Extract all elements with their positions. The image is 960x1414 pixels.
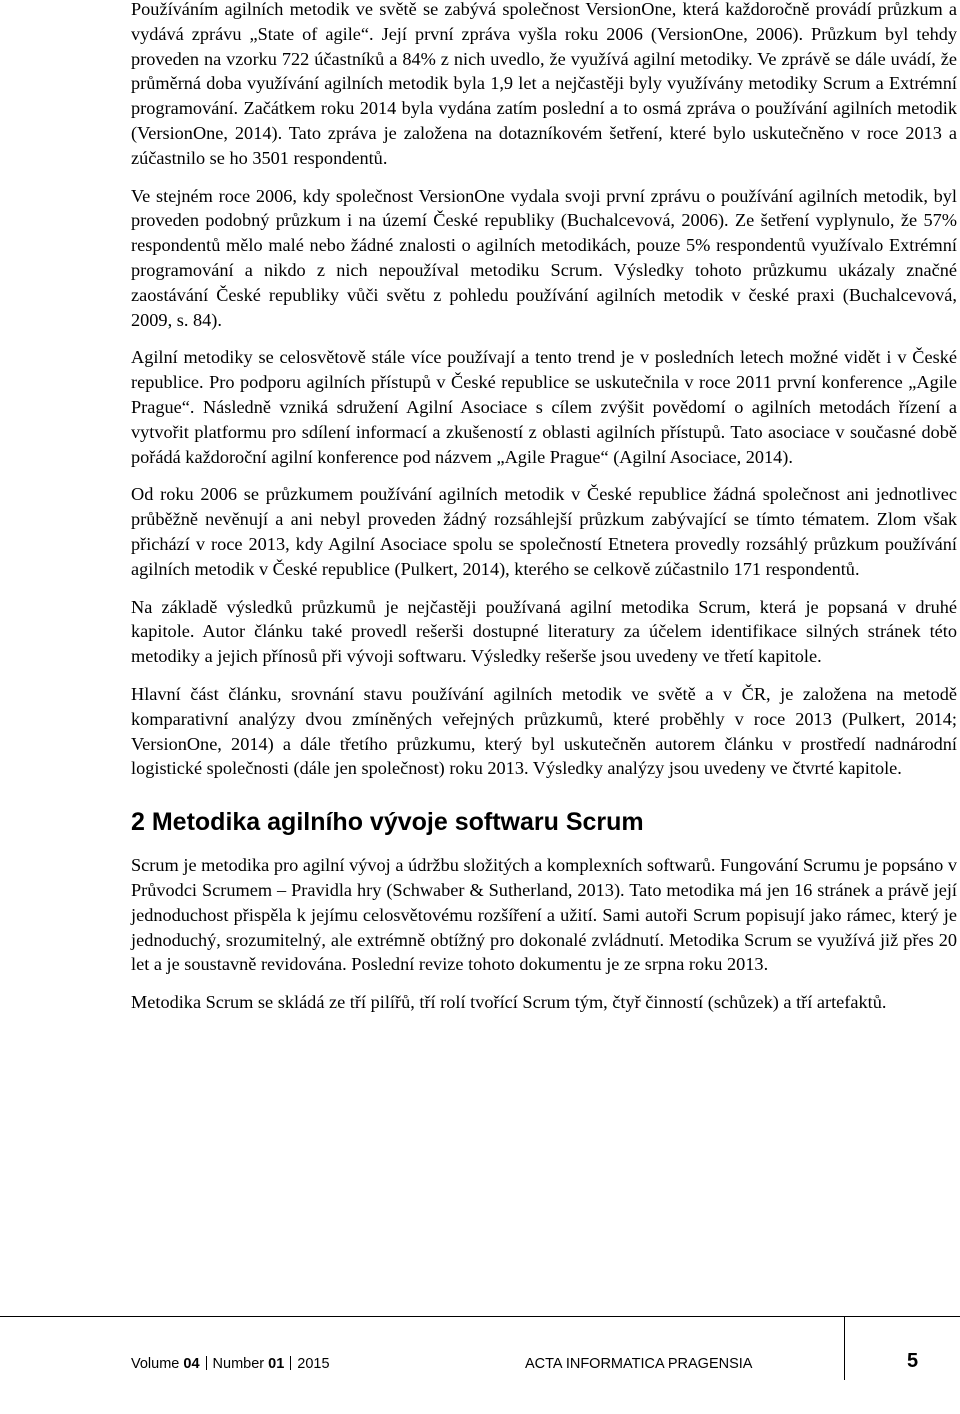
paragraph-czech-survey-2006: Ve stejném roce 2006, kdy společnost VersionOne vydala svoji první zprávu o používání agilních metodik, byl proveden podobný průzkum i na území České republiky (Buchalcevová, 2006). Ze šetření vyplynulo, že 57% respondentů mělo malé nebo žádné znalosti o agilních metodikách, pouze 5% respondentů využívalo Extrémní programování a nikdo z nich nepoužíval metodiku Scrum. Výsledky tohoto průzkumu ukázaly značné zaostávání České republiky vůči světu z pohledu používání agilních metodik v české praxi (Buchalcevová, 2009, s. 84). <box>131 185 957 330</box>
paragraph-scrum-components: Metodika Scrum se skládá ze tří pilířů, tří rolí tvořící Scrum tým, čtyř činností (schůzek) a tří artefaktů. <box>131 992 887 1013</box>
footer-separator <box>206 1356 207 1370</box>
article-body <box>131 0 957 1028</box>
paragraph-survey-2013: Od roku 2006 se průzkumem používání agilních metodik v České republice žádná společnost ani jednotlivec průběžně nevěnují a ani nebyl proveden žádný rozsáhlejší průzkum zabývající se tímto tématem. Zlom však přichází v roce 2013, kdy Agilní Asociace spolu se společností Etnetera provedly rozsáhlý průzkum používání agilních metodik v České republice (Pulkert, 2014), kterého se celkově zúčastnilo 171 respondentů. <box>131 484 957 579</box>
section-heading: 2 Metodika agilního vývoje softwaru Scrum <box>131 808 644 837</box>
footer-volume-label: Volume <box>131 1356 180 1372</box>
footer-divider <box>844 1316 845 1380</box>
paragraph-scrum-description: Scrum je metodika pro agilní vývoj a údržbu složitých a komplexních softwarů. Fungování Scrumu je popsáno v Průvodci Scrumem – Pravidla hry (Schwaber & Sutherland, 2013). Tato metodika má jen 16 stránek a právě její jednoduchost přispěla k jejímu celosvětovému rozšíření a užití. Sami autoři Scrum popisují jako rámec, který je jednoduchý, srozumitelný, ale extrémně obtížný pro dokonalé zvládnutí. Metodika Scrum se využívá již přes 20 let a je soustavně revidována. Poslední revize tohoto dokumentu je ze srpna roku 2013. <box>131 855 957 975</box>
footer-volume: 04 <box>183 1356 200 1372</box>
footer-number-label: Number <box>212 1356 265 1372</box>
footer-rule <box>0 1316 960 1317</box>
paragraph-versionone-survey: Používáním agilních metodik ve světě se zabývá společnost VersionOne, která každoročně provádí průzkum a vydává zprávu „State of agile“. Její první zpráva vyšla roku 2006 (VersionOne, 2006). Průzkum byl tehdy proveden na vzorku 722 účastníků a 84% z nich uvedlo, že využívá agilní metodiky. Ve zprávě se dále uvádí, že průměrná doba využívání agilních metodik byla 1,9 let a nejčastěji byly využívány metodiky Scrum a Extrémní programování. Začátkem roku 2014 byla vydána zatím poslední a to osmá zpráva o používání agilních metodik (VersionOne, 2014). Tato zpráva je založena na dotazníkovém šetření, které bylo uskutečněno v roce 2013 a zúčastnilo se ho 3501 respondentů. <box>131 0 957 168</box>
paragraph-scrum-most-used: Na základě výsledků průzkumů je nejčastěji používaná agilní metodika Scrum, která je popsaná v druhé kapitole. Autor článku také provedl rešerši dostupné literatury za účelem identifikace silných stránek této metodiky a jejich přínosů při vývoji softwaru. Výsledky rešerše jsou uvedeny ve třetí kapitole. <box>131 596 957 667</box>
footer-separator <box>290 1356 291 1370</box>
paragraph-main-part: Hlavní část článku, srovnání stavu používání agilních metodik ve světě a v ČR, je založena na metodě komparativní analýzy dvou zmíněných veřejných průzkumů, které proběhly v roce 2013 (Pulkert, 2014; VersionOne, 2014) a dále třetího průzkumu, který byl uskutečněn autorem článku v prostředí nadnárodní logistické společnosti (dále jen společnost) roku 2013. Výsledky analýzy jsou uvedeny ve čtvrté kapitole. <box>131 683 957 779</box>
footer-number: 01 <box>268 1356 285 1372</box>
page-footer <box>131 1350 960 1380</box>
footer-year: 2015 <box>297 1356 330 1372</box>
footer-journal-name: ACTA INFORMATICA PRAGENSIA <box>525 1356 753 1372</box>
footer-issue-info <box>131 1356 330 1372</box>
paragraph-agile-in-czech: Agilní metodiky se celosvětově stále více používají a tento trend je v posledních letech možné vidět i v České republice. Pro podporu agilních přístupů v České republice se uskutečnila v roce 2011 první konference „Agile Prague“. Následně vzniká sdružení Agilní Asociace s cílem zvýšit povědomí o agilních metodách řízení a vytvořit platformu pro sdílení informací a zkušeností z oblasti agilních přístupů. Tato asociace v současné době pořádá každoroční agilní konference pod názvem „Agile Prague“ (Agilní Asociace, 2014). <box>131 347 957 467</box>
page-number: 5 <box>907 1350 919 1372</box>
